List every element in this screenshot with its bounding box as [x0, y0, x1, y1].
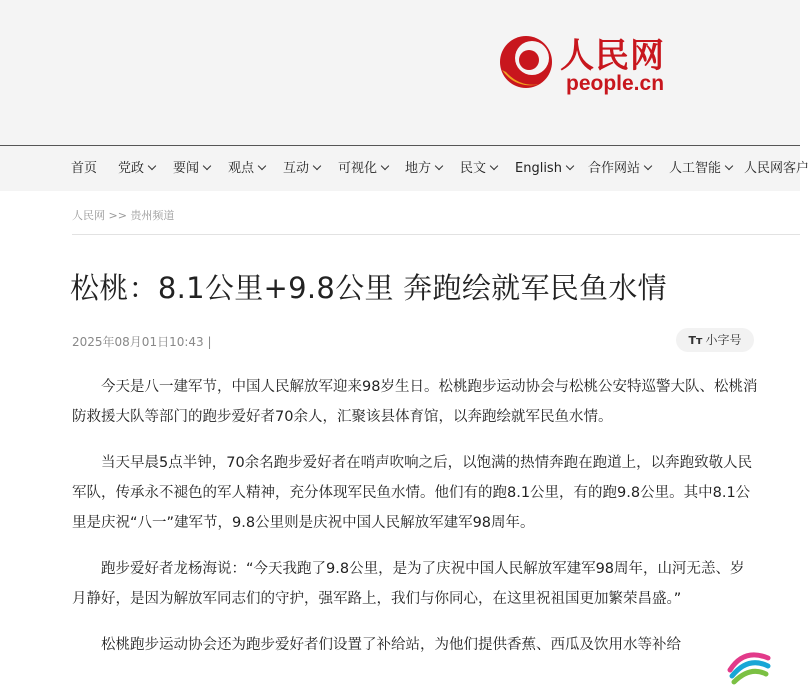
chevron-down-icon: [381, 162, 389, 170]
breadcrumb-section-link[interactable]: 贵州频道: [130, 209, 175, 222]
chevron-down-icon: [725, 162, 733, 170]
nav-item-home[interactable]: 首页: [71, 161, 98, 176]
article-paragraph: 今天是八一建军节，中国人民解放军迎来98岁生日。松桃跑步运动协会与松桃公安特巡警大队、松桃消防救援大队等部门的跑步爱好者70余人，汇聚该县体育馆，以奔跑绘就军民鱼水情。: [72, 379, 758, 425]
breadcrumb-home-link[interactable]: 人民网: [72, 209, 105, 222]
chevron-down-icon: [203, 162, 211, 170]
article-paragraph: 当天早晨5点半钟，70余名跑步爱好者在哨声吹响之后，以饱满的热情奔跑在跑道上，以奔跑致敬人民军队，传承永不褪色的军人精神，充分体现军民鱼水情。他们有的跑8.1公里，有的跑9.8公里。其中8.1公里是庆祝“八一”建军节，9.8公里则是庆祝中国人民解放军建军98周年。: [72, 455, 753, 531]
people-logo[interactable]: [496, 26, 666, 98]
breadcrumb-divider: [72, 234, 800, 235]
nav-item-visual[interactable]: 可视化: [338, 146, 388, 191]
article-title: 松桃：8.1公里+9.8公里 奔跑绘就军民鱼水情: [70, 271, 667, 305]
chevron-down-icon: [258, 162, 266, 170]
text-size-icon: Tт: [688, 334, 703, 347]
article-body: [72, 372, 758, 676]
chevron-down-icon: [435, 162, 443, 170]
nav-item-ethnic[interactable]: 民文: [460, 146, 497, 191]
logo-english-text: people.cn: [566, 72, 665, 95]
font-size-toggle-button[interactable]: [676, 328, 754, 352]
site-header: [0, 0, 800, 145]
nav-item-partners[interactable]: 合作网站: [588, 146, 651, 191]
article-date: 2025年08月01日10:43 |: [72, 335, 212, 349]
breadcrumb: [72, 207, 174, 223]
logo-mark-icon: [496, 30, 560, 94]
article-paragraph: 松桃跑步运动协会还为跑步爱好者们设置了补给站，为他们提供香蕉、西瓜及饮用水等补给: [101, 637, 681, 653]
chevron-down-icon: [566, 162, 574, 170]
chevron-down-icon: [490, 162, 498, 170]
chevron-down-icon: [644, 162, 652, 170]
nav-item-ai[interactable]: 人工智能: [669, 146, 732, 191]
breadcrumb-separator: >>: [108, 209, 127, 222]
main-nav: [0, 145, 809, 191]
logo-chinese-text: 人民网: [560, 36, 665, 76]
chevron-down-icon: [148, 162, 156, 170]
nav-item-english[interactable]: English: [515, 146, 573, 191]
nav-item-headlines[interactable]: 要闻: [173, 146, 210, 191]
nav-item-interaction[interactable]: 互动: [283, 146, 320, 191]
nav-item-party-gov[interactable]: 党政: [118, 146, 155, 191]
article-paragraph: 跑步爱好者龙杨海说：“今天我跑了9.8公里，是为了庆祝中国人民解放军建军98周年，山河无恙、岁月静好，是因为解放军同志们的守护，强军路上，我们与你同心，在这里祝祖国更加繁荣昌盛。”: [72, 561, 745, 607]
font-size-toggle-label: 小字号: [705, 333, 742, 347]
nav-item-opinion[interactable]: 观点: [228, 146, 265, 191]
chevron-down-icon: [313, 162, 321, 170]
nav-item-local[interactable]: 地方: [405, 146, 442, 191]
nav-item-client[interactable]: 人民网客户: [744, 161, 809, 176]
floating-emblem-icon[interactable]: [724, 640, 774, 690]
